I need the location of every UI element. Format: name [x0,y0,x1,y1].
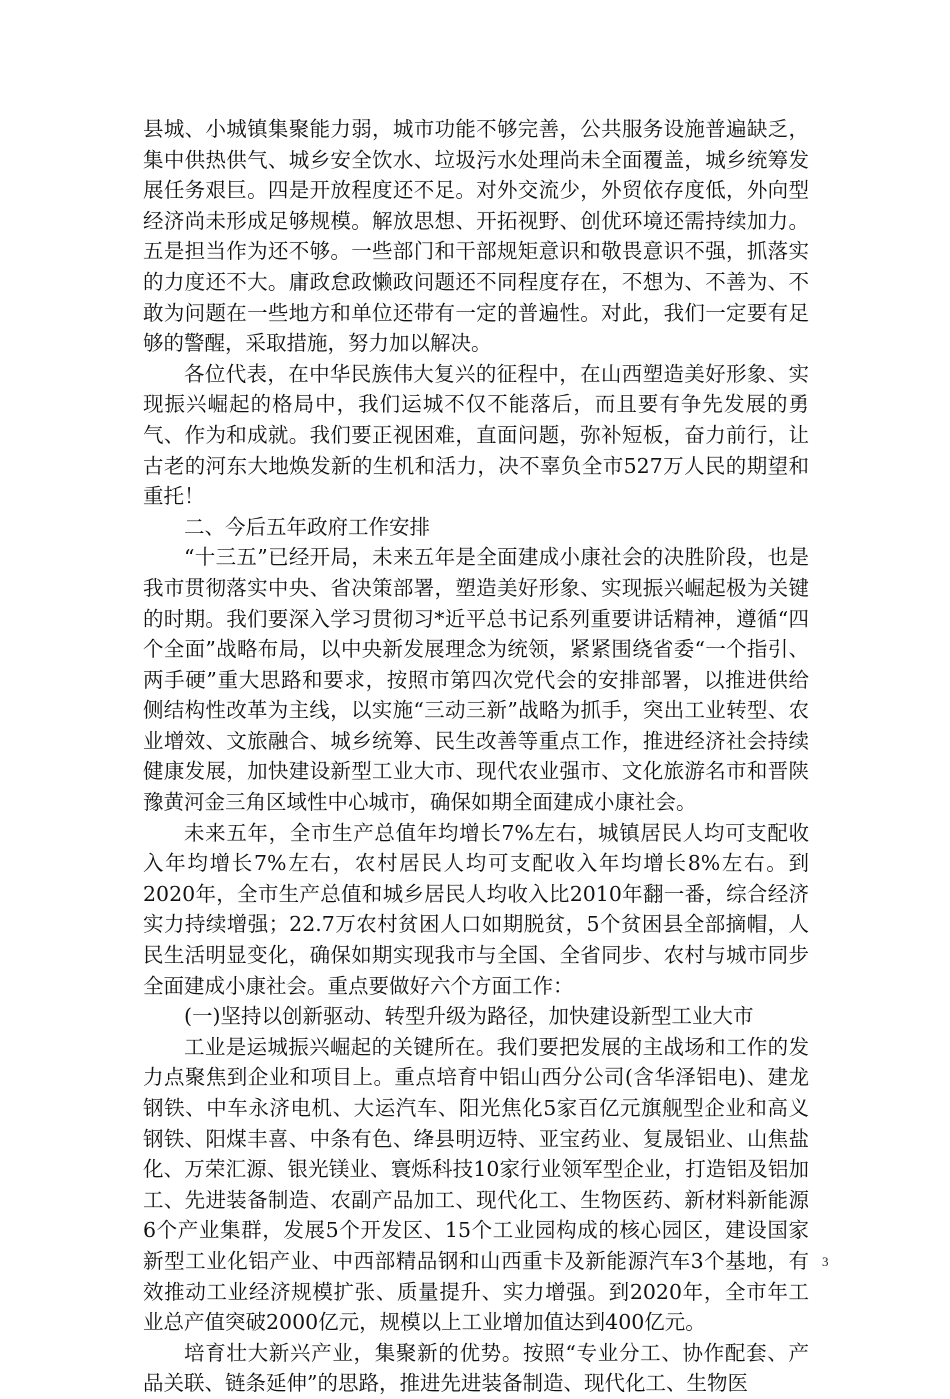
section-heading-five-year-plan: 二、今后五年政府工作安排 [184,514,430,539]
paragraph-delegates-address: 各位代表，在中华民族伟大复兴的征程中，在山西塑造美好形象、实现振兴崛起的格局中，我们运城不仅不能落后，而且要有争先发展的勇气、作为和成就。我们要正视困难，直面问题，弥补短板，奋力前行，让古老的河东大地焕发新的生机和活力，决不辜负全市527万人民的期望和重托！ [143,361,809,509]
paragraph-industry-key: 工业是运城振兴崛起的关键所在。我们要把发展的主战场和工作的发力点聚焦到企业和项目上。重点培育中铝山西分公司(含华泽铝电)、建龙钢铁、中车永济电机、大运汽车、阳光焦化5家百亿元旗舰型企业和高义钢铁、阳煤丰喜、中条有色、绛县明迈特、亚宝药业、复晟铝业、山焦盐化、万荣汇源、银光镁业、寰烁科技10家行业领军型企业，打造铝及铝加工、先进装备制造、农副产品加工、现代化工、生物医药、新材料新能源6个产业集群，发展5个开发区、15个工业园构成的核心园区，建设国家新型工业化铝产业、中西部精品钢和山西重卡及新能源汽车3个基地，有效推动工业经济规模扩张、质量提升、实力增强。到2020年，全市年工业总产值突破2000亿元，规模以上工业增加值达到400亿元。 [143,1034,809,1335]
page-number: 3 [822,1254,829,1269]
paragraph-problems-continued: 县城、小城镇集聚能力弱，城市功能不够完善，公共服务设施普遍缺乏，集中供热供气、城乡安全饮水、垃圾污水处理尚未全面覆盖，城乡统筹发展任务艰巨。四是开放程度还不足。对外交流少，外贸依存度低，外向型经济尚未形成足够规模。解放思想、开拓视野、创优环境还需持续加力。五是担当作为还不够。一些部门和干部规矩意识和敬畏意识不强，抓落实的力度还不大。庸政怠政懒政问题还不同程度存在，不想为、不善为、不敢为问题在一些地方和单位还带有一定的普遍性。对此，我们一定要有足够的警醒，采取措施，努力加以解决。 [143,117,809,356]
paragraph-emerging-industries: 培育壮大新兴产业，集聚新的优势。按照“专业分工、协作配套、产品关联、链条延伸”的思路，推进先进装备制造、现代化工、生物医 [143,1340,809,1396]
paragraph-growth-targets: 未来五年，全市生产总值年均增长7%左右，城镇居民人均可支配收入年均增长7%左右，农村居民人均可支配收入年均增长8%左右。到2020年，全市生产总值和城乡居民人均收入比2010年翻一番，综合经济实力持续增强；22.7万农村贫困人口如期脱贫，5个贫困县全部摘帽，人民生活明显变化，确保如期实现我市与全国、全省同步、农村与城市同步全面建成小康社会。重点要做好六个方面工作： [143,820,809,998]
paragraph-thirteenth-five-year: “十三五”已经开局，未来五年是全面建成小康社会的决胜阶段，也是我市贯彻落实中央、省决策部署，塑造美好形象、实现振兴崛起极为关键的时期。我们要深入学习贯彻习*近平总书记系列重要讲话精神，遵循“四个全面”战略布局，以中央新发展理念为统领，紧紧围绕省委“一个指引、两手硬”重大思路和要求，按照市第四次党代会的安排部署，以推进供给侧结构性改革为主线，以实施“三动三新”战略为抓手，突出工业转型、农业增效、文旅融合、城乡统筹、民生改善等重点工作，推进经济社会持续健康发展，加快建设新型工业大市、现代农业强市、文化旅游名市和晋陕豫黄河金三角区域性中心城市，确保如期全面建成小康社会。 [143,545,809,815]
subheading-industrial-city: (一)坚持以创新驱动、转型升级为路径，加快建设新型工业大市 [184,1004,754,1029]
body-text [143,114,809,1399]
